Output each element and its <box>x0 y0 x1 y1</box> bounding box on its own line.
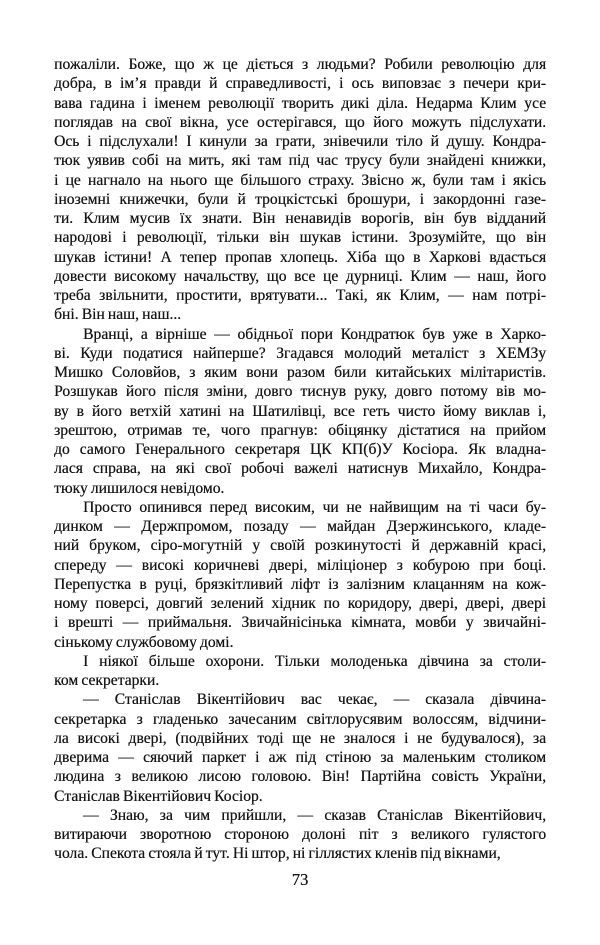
text-line: шукав істини! А тепер пропав хлопець. Хіба що в Харкові вдасться <box>54 248 546 266</box>
text-line: Мишко Соловйов, з яким вони разом били китайських мілітаристів. <box>54 364 546 381</box>
text-line: людина з великою лисою головою. Він! Партійна совість України, <box>54 768 546 786</box>
text-line: народові і революції, тільки він шукав істини. Зрозумійте, що він <box>54 229 546 247</box>
text-line: Вранці, а вірніше — обідньої пори Кондратюк був уже в Харко- <box>83 325 546 343</box>
text-line: ла високі двері, (подвійних тоді ще не зналося і не будувалося), за <box>54 729 546 747</box>
text-line: — Станіслав Вікентійович вас чекає, — сказала дівчина- <box>83 691 546 709</box>
text-line: чола. Спекота стояла й тут. Ні штор, ні гіллястих кленів під вікнами, <box>54 845 501 863</box>
text-line: Перепустка в руці, брязкітливий ліфт із залізним клацанням на кож- <box>54 575 546 593</box>
text-line: ти. Клим мусив їх знати. Він ненавидів ворогів, він був відданий <box>54 210 546 227</box>
text-line: добра, в ім’я правди й справедливості, і ось виповзає з печери кри- <box>54 75 546 93</box>
text-line: динком — Держпромом, позаду — майдан Дзержинського, кладе- <box>54 518 546 535</box>
text-line: сінькому службовому домі. <box>54 633 234 651</box>
text-line: і врешті — приймальня. Звичайнісінька кімната, мовби у звичайні- <box>54 614 546 632</box>
text-line: дверима — сяючий паркет і аж під стіною за маленьким столиком <box>54 749 546 766</box>
paragraph <box>54 55 546 325</box>
text-line: ному поверсі, довгий зелений хідник по коридору, двері, двері, двері <box>54 595 546 612</box>
text-line: зрештою, отримав те, чого прагнув: обіцянку дістатися на прийом <box>54 421 546 439</box>
paragraph <box>54 498 546 652</box>
text-line: ві. Куди податися найперше? Згадався молодий металіст з ХЕМЗу <box>54 344 546 362</box>
text-line: секретарка з гладенько зачесаним світлорусявим волоссям, відчини- <box>54 710 546 728</box>
text-line: спереду — високі коричневі двері, міліціонер з кобурою при боці. <box>54 556 546 574</box>
text-line: іноземні книжечки, були й троцкістські брошури, і закордонні газе- <box>54 190 546 208</box>
text-line: ву в його ветхій хатині на Шатилівці, все геть чисто йому виклав і, <box>54 402 546 420</box>
text-line: ком секретарки. <box>54 672 160 689</box>
text-line: Розшукав його після зміни, довго тиснув руку, довго потому вів мо- <box>54 383 546 401</box>
text-line: довести високому начальству, що все це дурниці. Клим — наш, його <box>54 267 546 285</box>
text-line: поглядав на свої вікна, усе остерігався, що його можуть підслухати. <box>54 113 546 131</box>
text-line: тюк уявив собі на мить, які там під час трусу були знайдені книжки, <box>54 152 546 170</box>
text-line: і це нагнало на нього ще більшого страху. Звісно ж, були там і якісь <box>54 171 546 189</box>
text-line: лася справа, на які свої робочі важелі натиснув Михайло, Кондра- <box>54 460 546 478</box>
text-line: — Знаю, за чим прийшли, — сказав Станіслав Вікентійович, <box>83 806 546 824</box>
text-line: Ось і підслухали! І кинули за грати, знівечили тіло й душу. Кондра- <box>54 133 546 150</box>
text-line: пожаліли. Боже, що ж це діється з людьми? Робили революцію для <box>54 56 546 73</box>
paragraph <box>54 652 546 691</box>
paragraph <box>54 806 546 864</box>
text-line: до самого Генерального секретаря ЦК КП(б)У Косіора. Як владна- <box>54 441 546 458</box>
text-line: Станіслав Вікентійович Косіор. <box>54 787 263 805</box>
text-line: вава гадина і іменем революції творить дикі діла. Недарма Клим усе <box>54 94 546 112</box>
page-number: 73 <box>291 870 309 889</box>
text-line: Просто опинився перед високим, чи не найвищим на ті часи бу- <box>83 498 546 516</box>
paragraph <box>54 325 546 498</box>
text-line: тюку лишилося невідомо. <box>54 479 225 497</box>
text-line: ний бруком, сіро-могутній у своїй розкинутості й державній красі, <box>54 537 546 555</box>
paragraph <box>54 690 546 806</box>
text-line: І ніякої більше охорони. Тільки молоденька дівчина за столи- <box>83 652 546 670</box>
text-line: треба звільнити, простити, врятувати... Такі, як Клим, — нам потрі- <box>54 287 546 304</box>
text-line: витираючи зворотною стороною долоні піт з великого гулястого <box>54 826 546 843</box>
text-block <box>54 55 546 864</box>
text-line: бні. Він наш, наш... <box>54 306 182 324</box>
